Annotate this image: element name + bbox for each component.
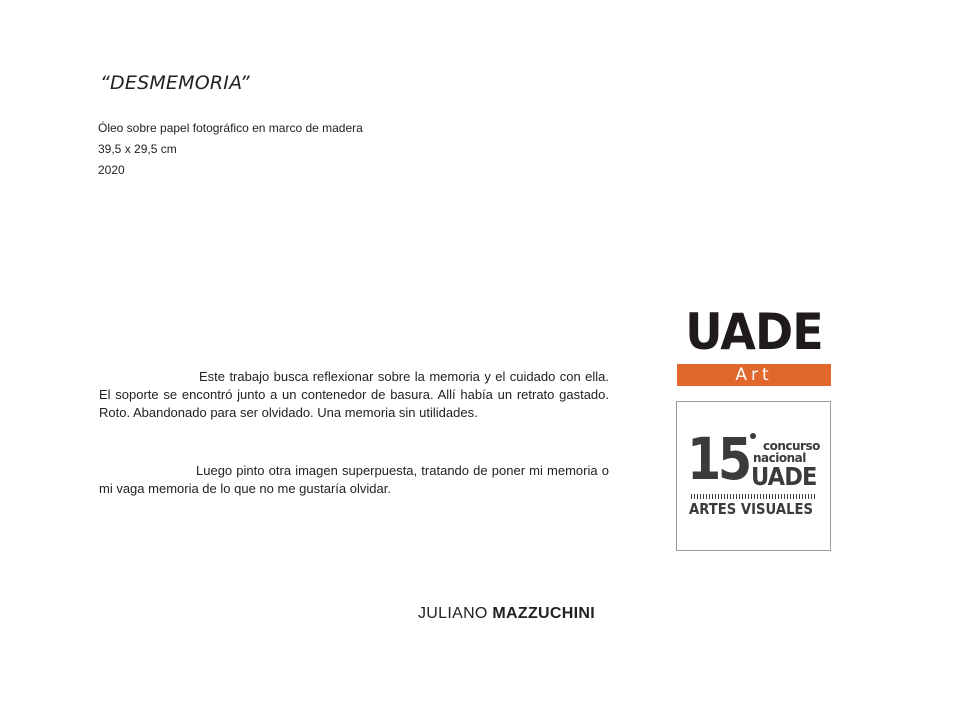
concurso-number: 15	[687, 425, 749, 493]
concurso-footer: ARTES VISUALES	[689, 500, 814, 518]
concurso-org: UADE	[751, 462, 817, 491]
concurso-logo	[676, 401, 831, 551]
artwork-medium: Óleo sobre papel fotográfico en marco de madera	[98, 121, 363, 135]
uade-logo-word: UADE	[685, 303, 823, 361]
statement-paragraph-2: Luego pinto otra imagen superpuesta, tratando de poner mi memoria o mi vaga memoria de lo que no me gustaría olvidar.	[99, 463, 609, 496]
author-first-name: JULIANO	[418, 605, 488, 622]
statement-paragraph-1: Este trabajo busca reflexionar sobre la memoria y el cuidado con ella. El soporte se encontró junto a un contenedor de basura. Allí había un retrato gastado. Roto. Abandonado para ser olvidado. Una memoria sin utilidades.	[99, 369, 609, 420]
uade-art-logo	[677, 292, 831, 388]
artwork-title: “DESMEMORIA”	[100, 72, 250, 94]
uade-art-bar: Art	[677, 364, 831, 386]
concurso-line-1: concurso	[763, 439, 820, 453]
author-last-name: MAZZUCHINI	[492, 605, 595, 622]
artwork-year: 2020	[98, 163, 125, 177]
concurso-dot	[750, 433, 756, 439]
concurso-tick-strip	[691, 494, 815, 499]
artwork-dimensions: 39,5 x 29,5 cm	[98, 142, 177, 156]
concurso-line-2: nacional	[753, 451, 806, 465]
author-name	[418, 605, 595, 623]
